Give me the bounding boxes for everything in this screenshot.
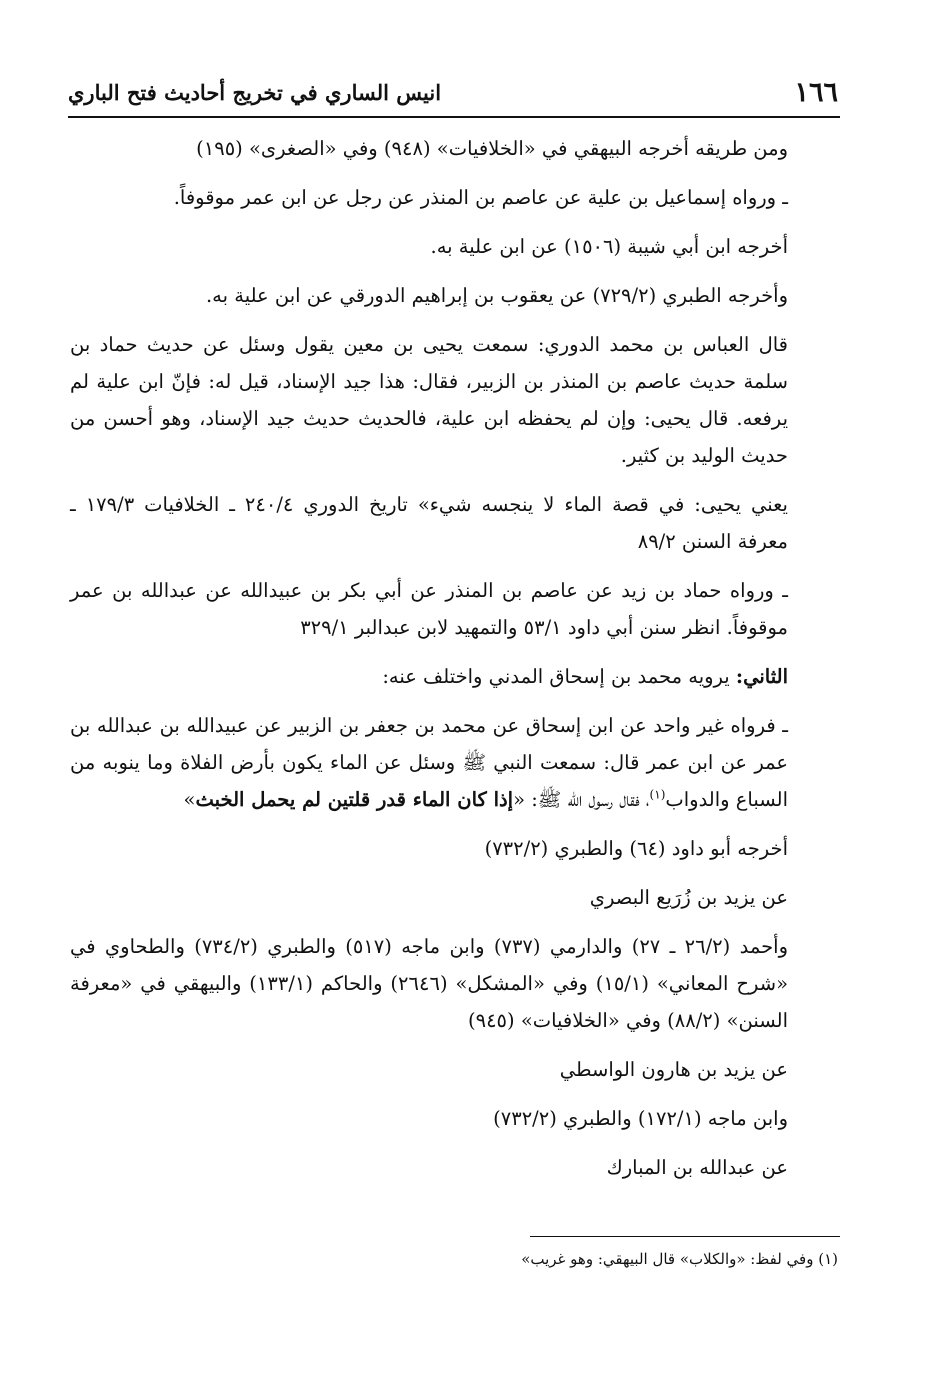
paragraph: وأخرجه الطبري (٧٢٩/٢) عن يعقوب بن إبراهيم الدورقي عن ابن علية به. xyxy=(205,284,788,307)
paragraph: يعني يحيى: في قصة الماء لا ينجسه شيء» تاريخ الدوري ٢٤٠/٤ ـ الخلافيات ١٧٩/٣ ـ معرفة السنن ٨٩/٢ xyxy=(70,493,788,553)
paragraph: أخرجه ابن أبي شيبة (١٥٠٦) عن ابن علية به. xyxy=(430,235,788,258)
second-text: يرويه محمد بن إسحاق المدني واختلف عنه: xyxy=(382,665,736,688)
paragraph: قال العباس بن محمد الدوري: سمعت يحيى بن معين يقول وسئل عن حديث حماد بن سلمة حديث عاصم بن المنذر بن الزبير، فقال: هذا جيد الإسناد، قيل له: فإنّ ابن علية لم يرفعه. قال يحيى: وإن لم يحفظه ابن علية، فالحديث حديث جيد الإسناد، وهو أحسن من حديث الوليد بن كثير. xyxy=(70,333,788,467)
footnote-rule xyxy=(530,1236,840,1237)
hadith-text: إذا كان الماء قدر قلتين لم يحمل الخبث xyxy=(195,788,514,811)
footnote: (١) وفي لفظ: «والكلاب» قال البيهقي: وهو غريب» xyxy=(521,1250,838,1268)
paragraph: أخرجه أبو داود (٦٤) والطبري (٧٣٢/٢) xyxy=(484,837,788,860)
narration-mid: ، فقال رسول الله ﷺ: « xyxy=(513,788,650,811)
header-rule xyxy=(68,116,840,118)
paragraph: عن يزيد بن زُرَيع البصري xyxy=(589,886,788,909)
paragraph: وأحمد (٢٦/٢ ـ ٢٧) والدارمي (٧٣٧) وابن ماجه (٥١٧) والطبري (٧٣٤/٢) والطحاوي في «شرح المعاني» (١٥/١) وفي «المشكل» (٢٦٤٦) والحاكم (١٣٣/١) والبيهقي في «معرفة السنن» (٨٨/٢) وفي «الخلافيات» (٩٤٥) xyxy=(70,935,789,1032)
paragraph-hadith xyxy=(70,707,840,818)
paragraph: ومن طريقه أخرجه البيهقي في «الخلافيات» (٩٤٨) وفي «الصغرى» (١٩٥) xyxy=(196,137,788,160)
paragraph: ـ ورواه إسماعيل بن علية عن عاصم بن المنذر عن رجل عن ابن عمر موقوفاً. xyxy=(173,186,788,209)
narration-end: » xyxy=(183,788,196,811)
running-header xyxy=(68,72,838,112)
narration-intro: ـ فرواه غير واحد عن ابن إسحاق عن محمد بن جعفر بن الزبير عن عبيدالله بن عبدالله بن عمر عن ابن عمر قال: سمعت النبي ﷺ وسئل عن الماء يكون بأرض الفلاة وما ينوبه من السباع والدواب xyxy=(70,714,788,811)
paragraph: عن يزيد بن هارون الواسطي xyxy=(559,1058,788,1081)
paragraph: ـ ورواه حماد بن زيد عن عاصم بن المنذر عن أبي بكر بن عبيدالله عن عبدالله بن عمر موقوفاً. انظر سنن أبي داود ٥٣/١ والتمهيد لابن عبدالبر ٣٢٩/١ xyxy=(70,579,788,639)
page-number: ١٦٦ xyxy=(794,76,838,108)
footnote-ref[interactable]: (١) xyxy=(649,787,666,802)
paragraph: عن عبدالله بن المبارك xyxy=(606,1156,788,1179)
paragraph-second-route xyxy=(70,658,840,695)
second-label: الثاني: xyxy=(735,665,788,688)
main-text xyxy=(70,130,840,1198)
book-title: انيس الساري في تخريج أحاديث فتح الباري xyxy=(68,79,442,105)
paragraph: وابن ماجه (١٧٢/١) والطبري (٧٣٢/٢) xyxy=(493,1107,788,1130)
